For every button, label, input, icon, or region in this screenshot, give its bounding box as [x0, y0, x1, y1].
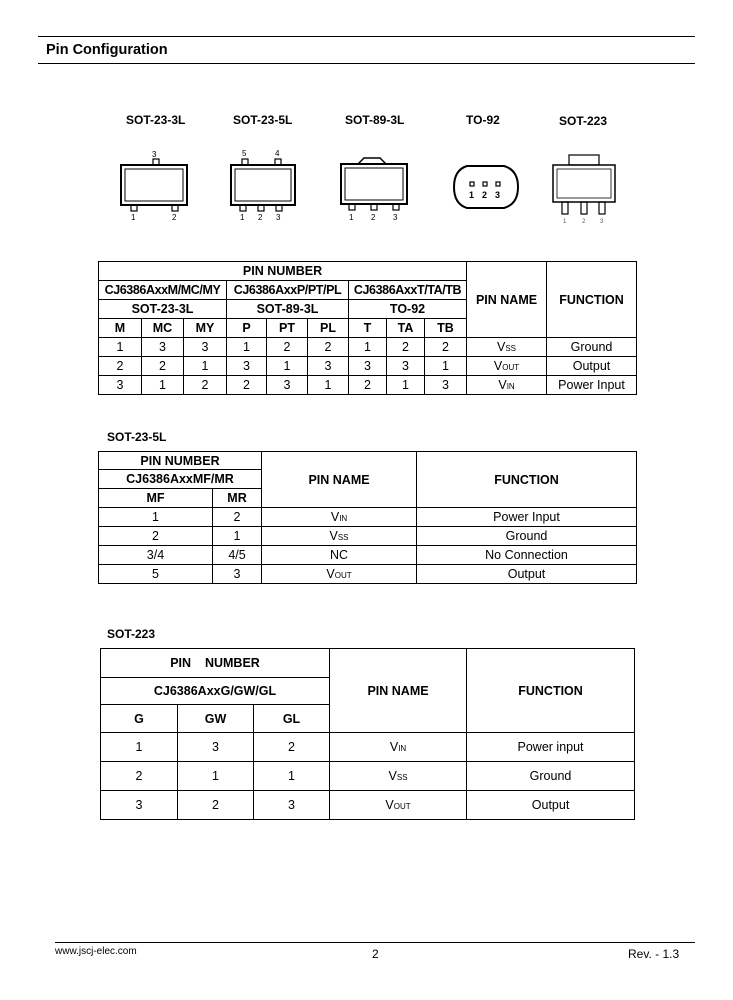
pin-number-header: PIN NUMBER	[99, 452, 262, 470]
pin-cell: 2	[349, 376, 387, 395]
package-label-sot89-3l: SOT-89-3L	[345, 113, 405, 127]
suffix-header: G	[101, 705, 178, 733]
pin-name-subscript: SS	[337, 533, 349, 542]
pin-cell: 1	[425, 357, 467, 376]
pin-label: 5	[242, 149, 247, 158]
part-number-header: CJ6386AxxP/PT/PL	[227, 281, 349, 300]
pin-label: 2	[371, 213, 376, 222]
package-header: TO-92	[349, 300, 467, 319]
footer-url: www.jscj-elec.com	[55, 946, 137, 957]
pin-name-subscript: IN	[339, 514, 348, 523]
pin-name-header: PIN NAME	[262, 452, 417, 508]
header-rule-bottom	[38, 63, 695, 64]
pin-name-cell	[467, 338, 547, 357]
pin-name-cell	[262, 508, 417, 527]
pin-table-sot223	[100, 648, 635, 820]
pin-name-cell	[262, 546, 417, 565]
pin-label: 1	[469, 190, 475, 200]
suffix-header: T	[349, 319, 387, 338]
pin-cell: 2	[99, 527, 213, 546]
package-label-sot223: SOT-223	[559, 114, 608, 128]
pin-cell: 1	[99, 338, 142, 357]
function-cell: Power Input	[417, 508, 637, 527]
pin-label: 2	[172, 213, 177, 222]
pin-name-cell	[330, 791, 467, 820]
pin-label: 3	[152, 150, 157, 159]
suffix-header: TB	[425, 319, 467, 338]
pin-cell: 2	[425, 338, 467, 357]
function-cell: Ground	[467, 762, 635, 791]
table-row	[99, 565, 637, 584]
suffix-header: P	[227, 319, 267, 338]
pin-cell: 3	[267, 376, 308, 395]
pin-name-cell	[262, 565, 417, 584]
pin-cell: 3	[99, 376, 142, 395]
pin-cell: 1	[349, 338, 387, 357]
pin-name-header: PIN NAME	[467, 262, 547, 338]
page-title: Pin Configuration	[46, 42, 168, 58]
pin-cell: 2	[101, 762, 178, 791]
pin-name-cell	[467, 357, 547, 376]
function-cell: Power Input	[547, 376, 637, 395]
function-header: FUNCTION	[467, 649, 635, 733]
suffix-header: PL	[308, 319, 349, 338]
pin-cell: 2	[387, 338, 425, 357]
suffix-header: GL	[254, 705, 330, 733]
pin-cell: 1	[213, 527, 262, 546]
pin-label: 4	[275, 149, 280, 158]
pin-label: 3	[393, 213, 398, 222]
section-label-sot223: SOT-223	[107, 627, 156, 641]
pin-name-cell	[330, 762, 467, 791]
pin-cell: 2	[99, 357, 142, 376]
pin-label: 3	[600, 219, 604, 225]
sot223-package-drawing	[548, 150, 620, 228]
header-rule-top	[38, 36, 695, 37]
pin-cell: 1	[184, 357, 227, 376]
pin-cell: 3	[184, 338, 227, 357]
function-cell: Output	[547, 357, 637, 376]
pin-label: 3	[276, 213, 281, 222]
function-cell: Output	[417, 565, 637, 584]
pin-name: V	[326, 567, 335, 581]
pin-label: 1	[131, 213, 136, 222]
pin-table-sot23-5l	[98, 451, 637, 584]
suffix-header: M	[99, 319, 142, 338]
pin-name: V	[385, 798, 394, 812]
pin-cell: 3	[308, 357, 349, 376]
pin-label: 3	[495, 190, 501, 200]
function-cell: Power input	[467, 733, 635, 762]
pin-cell: 1	[227, 338, 267, 357]
table-row	[99, 546, 637, 565]
pin-cell: 2	[227, 376, 267, 395]
sot89-3l-package-drawing	[336, 150, 416, 225]
pin-name-header: PIN NAME	[330, 649, 467, 733]
pin-cell: 1	[254, 762, 330, 791]
suffix-header: GW	[178, 705, 254, 733]
pin-name-subscript: OUT	[334, 571, 352, 580]
suffix-header: MR	[213, 489, 262, 508]
package-header: SOT-89-3L	[227, 300, 349, 319]
pin-label: 1	[349, 213, 354, 222]
table-row	[101, 733, 635, 762]
pin-name-subscript: SS	[505, 344, 517, 353]
table-row	[101, 791, 635, 820]
revision-label: Rev. - 1.3	[628, 947, 680, 961]
pin-cell: 1	[99, 508, 213, 527]
to92-package-drawing	[452, 160, 527, 215]
pin-name: NC	[329, 548, 349, 562]
table-row	[99, 508, 637, 527]
pin-name: V	[493, 359, 503, 373]
pin-label: 2	[258, 213, 263, 222]
pin-name: V	[389, 740, 399, 754]
section-label-sot23-5l: SOT-23-5L	[107, 430, 167, 444]
pin-label: 2	[582, 219, 586, 225]
pin-cell: 1	[101, 733, 178, 762]
pin-name: V	[497, 340, 506, 354]
pin-cell: 2	[142, 357, 184, 376]
pin-name-subscript: SS	[396, 773, 408, 782]
pin-cell: 3	[425, 376, 467, 395]
pin-cell: 3	[387, 357, 425, 376]
pin-name: V	[329, 529, 338, 543]
suffix-header: TA	[387, 319, 425, 338]
pin-name-subscript: IN	[506, 382, 515, 391]
table-row	[99, 527, 637, 546]
package-label-sot23-5l: SOT-23-5L	[233, 113, 293, 127]
table-row	[99, 357, 637, 376]
pin-label: 1	[563, 219, 567, 225]
function-cell: Ground	[417, 527, 637, 546]
function-cell: Output	[467, 791, 635, 820]
package-label-sot23-3l: SOT-23-3L	[126, 113, 186, 127]
package-label-to92: TO-92	[466, 113, 500, 127]
pin-cell: 3	[178, 733, 254, 762]
pin-cell: 3	[213, 565, 262, 584]
pin-number-header: PIN NUMBER	[101, 649, 330, 678]
pin-cell: 5	[99, 565, 213, 584]
pin-cell: 4/5	[213, 546, 262, 565]
part-number-header: CJ6386AxxMF/MR	[99, 470, 262, 489]
pin-name: V	[330, 510, 340, 524]
pin-cell: 3/4	[99, 546, 213, 565]
pin-name-cell	[330, 733, 467, 762]
part-number-header: CJ6386AxxT/TA/TB	[349, 281, 467, 300]
suffix-header: MY	[184, 319, 227, 338]
footer-rule	[55, 942, 695, 943]
pin-cell: 2	[184, 376, 227, 395]
pin-name-subscript: OUT	[393, 802, 411, 811]
pin-name: V	[388, 769, 397, 783]
pin-cell: 1	[308, 376, 349, 395]
suffix-header: MF	[99, 489, 213, 508]
table-row	[99, 376, 637, 395]
pin-cell: 2	[267, 338, 308, 357]
pin-cell: 2	[178, 791, 254, 820]
function-cell: Ground	[547, 338, 637, 357]
part-number-header: CJ6386AxxM/MC/MY	[99, 281, 227, 300]
pin-cell: 3	[349, 357, 387, 376]
pin-name-subscript: IN	[398, 744, 407, 753]
sot23-5l-package-drawing	[225, 145, 300, 225]
package-header: SOT-23-3L	[99, 300, 227, 319]
part-number-header: CJ6386AxxG/GW/GL	[101, 678, 330, 705]
table-row	[99, 338, 637, 357]
function-cell: No Connection	[417, 546, 637, 565]
pin-cell: 3	[142, 338, 184, 357]
pin-cell: 1	[142, 376, 184, 395]
pin-cell: 2	[213, 508, 262, 527]
pin-label: 1	[240, 213, 245, 222]
pin-cell: 2	[254, 733, 330, 762]
table-row	[101, 762, 635, 791]
pin-cell: 3	[227, 357, 267, 376]
pin-number-header: PIN NUMBER	[99, 262, 467, 281]
pin-cell: 3	[101, 791, 178, 820]
suffix-header: PT	[267, 319, 308, 338]
pin-name-cell	[262, 527, 417, 546]
suffix-header: MC	[142, 319, 184, 338]
pin-cell: 1	[267, 357, 308, 376]
pin-table-main	[98, 261, 637, 395]
function-header: FUNCTION	[547, 262, 637, 338]
pin-cell: 3	[254, 791, 330, 820]
page-number: 2	[372, 947, 379, 961]
pin-cell: 1	[178, 762, 254, 791]
pin-cell: 1	[387, 376, 425, 395]
pin-name-subscript: OUT	[502, 363, 520, 372]
pin-cell: 2	[308, 338, 349, 357]
pin-name-cell	[467, 376, 547, 395]
pin-name: V	[498, 378, 507, 392]
sot23-3l-package-drawing	[118, 145, 193, 225]
function-header: FUNCTION	[417, 452, 637, 508]
pin-label: 2	[482, 190, 488, 200]
